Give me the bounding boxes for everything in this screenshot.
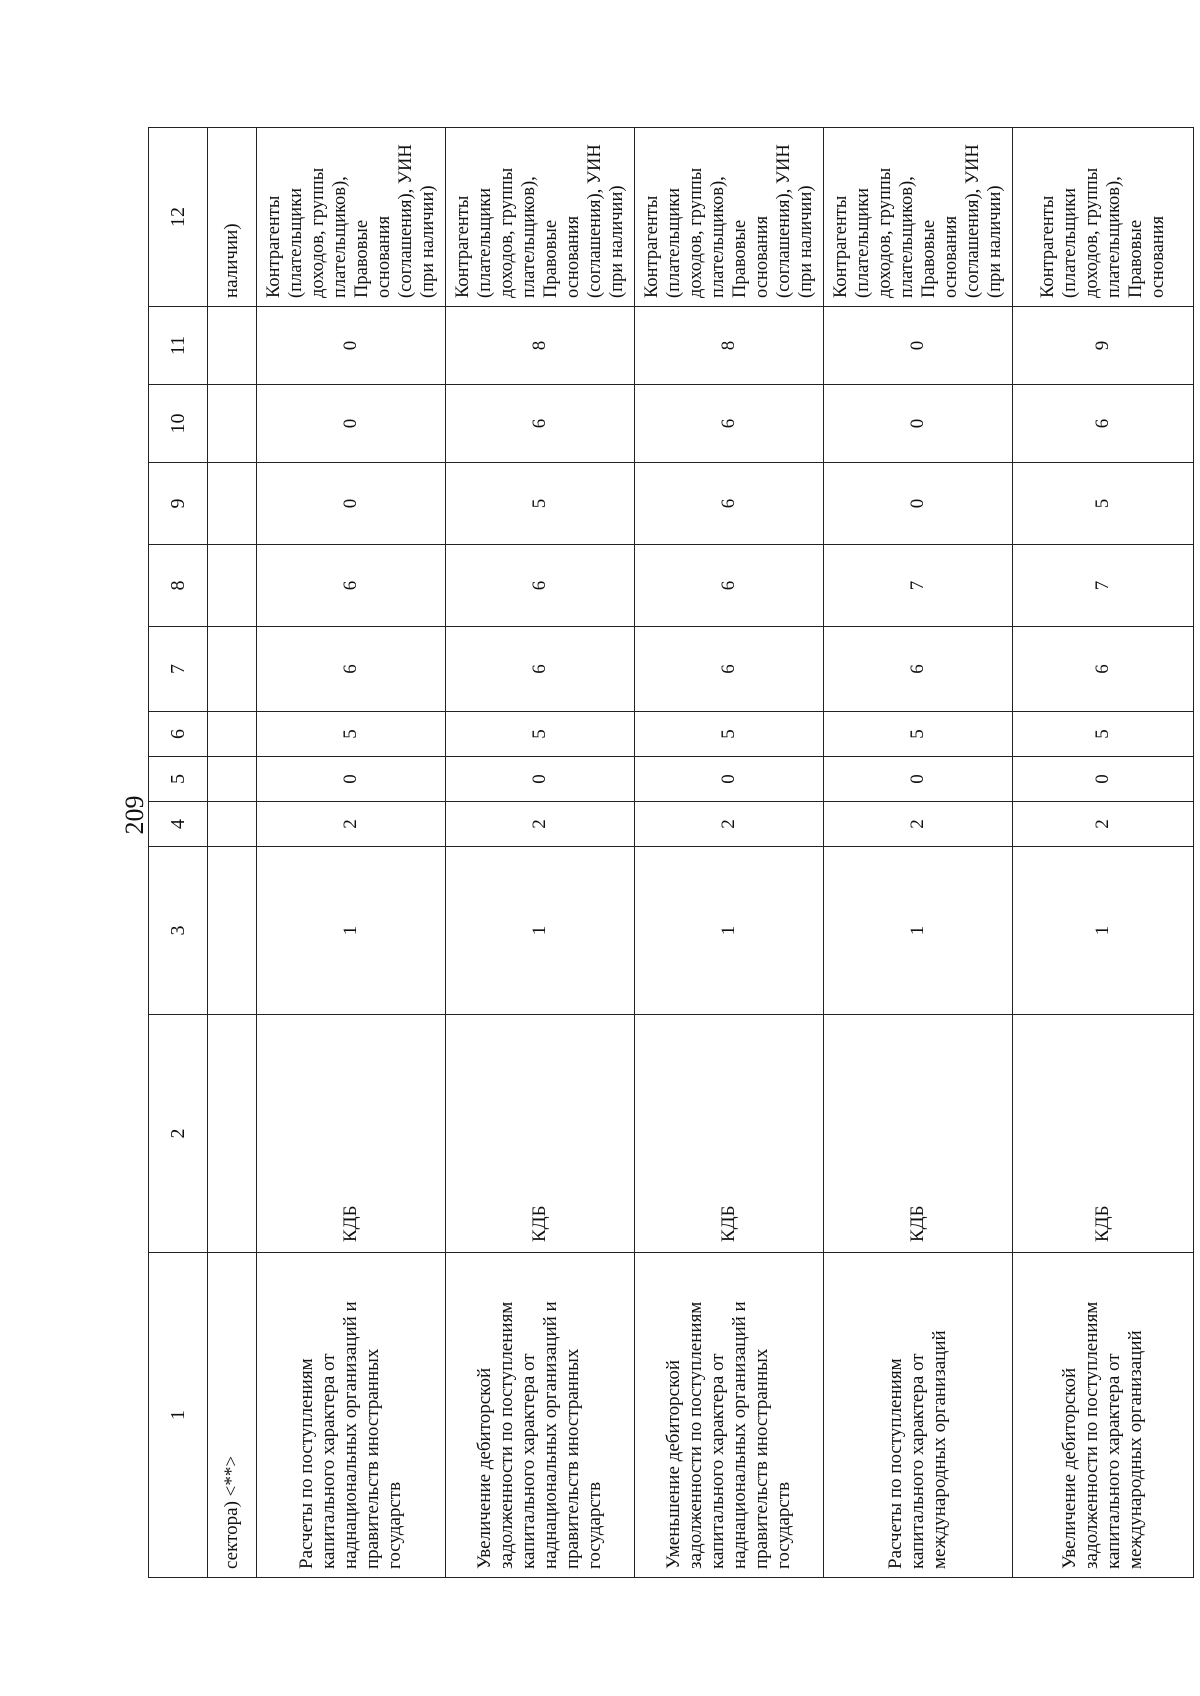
row-counterparties-cell: Контрагенты (плательщики доходов, группы плательщиков), Правовые основания (соглашения), УИН (при наличии) — [824, 128, 1013, 307]
col-header-11: 11 — [149, 307, 208, 385]
col-header-7: 7 — [149, 627, 208, 712]
row-code-cell: 6 — [635, 545, 824, 627]
row-code-cell: 0 — [824, 307, 1013, 385]
col-header-2: 2 — [149, 1015, 208, 1253]
row-kdb-cell: КДБ — [446, 1015, 635, 1253]
row-name-cell: Увеличение дебиторской задолженности по поступлениям капитального характера от наднациональных организаций и правительств иностранных государств — [446, 1253, 635, 1578]
empty-cell — [208, 757, 257, 802]
row-code-cell: 8 — [635, 307, 824, 385]
row-name-cell: Увеличение дебиторской задолженности по поступлениям капитального характера от международных организаций — [1013, 1253, 1194, 1578]
row-code-cell: 5 — [824, 712, 1013, 757]
empty-cell — [208, 385, 257, 463]
empty-cell — [208, 463, 257, 545]
col-header-8: 8 — [149, 545, 208, 627]
row-code-cell: 6 — [635, 627, 824, 712]
col-header-12: 12 — [149, 128, 208, 307]
row-name-cell: Уменьшение дебиторской задолженности по поступлениям капитального характера от наднациональных организаций и правительств иностранных государств — [635, 1253, 824, 1578]
col-header-1: 1 — [149, 1253, 208, 1578]
continuation-name-cell: сектора) <**> — [208, 1253, 257, 1578]
row-kdb-cell: КДБ — [824, 1015, 1013, 1253]
row-code-cell: 5 — [446, 712, 635, 757]
row-code-cell: 5 — [1013, 463, 1194, 545]
row-counterparties-cell: Контрагенты (плательщики доходов, группы плательщиков), Правовые основания (соглашения), УИН (при наличии) — [635, 128, 824, 307]
empty-cell — [208, 627, 257, 712]
col-header-10: 10 — [149, 385, 208, 463]
col-header-6: 6 — [149, 712, 208, 757]
row-code-cell: 1 — [824, 847, 1013, 1015]
empty-cell — [208, 545, 257, 627]
row-code-cell: 8 — [446, 307, 635, 385]
empty-cell — [208, 847, 257, 1015]
row-code-cell: 0 — [257, 757, 446, 802]
row-name-cell: Расчеты по поступлениям капитального характера от наднациональных организаций и правительств иностранных государств — [257, 1253, 446, 1578]
row-code-cell: 2 — [1013, 802, 1194, 847]
table-row — [257, 128, 446, 1578]
row-code-cell: 0 — [824, 385, 1013, 463]
row-code-cell: 1 — [446, 847, 635, 1015]
row-code-cell: 6 — [446, 385, 635, 463]
row-code-cell: 0 — [257, 307, 446, 385]
row-code-cell: 2 — [635, 802, 824, 847]
row-code-cell: 0 — [257, 385, 446, 463]
row-name-cell: Расчеты по поступлениям капитального характера от международных организаций — [824, 1253, 1013, 1578]
row-code-cell: 0 — [446, 757, 635, 802]
row-kdb-cell: КДБ — [635, 1015, 824, 1253]
row-code-cell: 6 — [635, 385, 824, 463]
account-codes-table — [148, 127, 1194, 1578]
row-code-cell: 2 — [824, 802, 1013, 847]
row-code-cell: 7 — [1013, 545, 1194, 627]
continuation-counterparties-cell: наличии) — [208, 128, 257, 307]
row-kdb-cell: КДБ — [257, 1015, 446, 1253]
table-row — [446, 128, 635, 1578]
col-header-9: 9 — [149, 463, 208, 545]
col-header-4: 4 — [149, 802, 208, 847]
row-code-cell: 5 — [446, 463, 635, 545]
continuation-row — [208, 128, 257, 1578]
document-table-rotated — [148, 128, 1168, 1578]
row-code-cell: 2 — [446, 802, 635, 847]
header-row — [149, 128, 208, 1578]
empty-cell — [208, 1015, 257, 1253]
row-counterparties-cell: Контрагенты (плательщики доходов, группы плательщиков), Правовые основания (соглашения), УИН (при наличии) — [257, 128, 446, 307]
row-code-cell: 0 — [635, 757, 824, 802]
row-code-cell: 5 — [635, 712, 824, 757]
row-code-cell: 0 — [824, 463, 1013, 545]
row-code-cell: 7 — [824, 545, 1013, 627]
empty-cell — [208, 802, 257, 847]
row-code-cell: 6 — [824, 627, 1013, 712]
row-code-cell: 9 — [1013, 307, 1194, 385]
row-code-cell: 6 — [1013, 627, 1194, 712]
row-code-cell: 5 — [1013, 712, 1194, 757]
page-number: 209 — [120, 795, 149, 835]
row-code-cell: 1 — [1013, 847, 1194, 1015]
row-code-cell: 6 — [1013, 385, 1194, 463]
row-kdb-cell: КДБ — [1013, 1015, 1194, 1253]
row-counterparties-cell: Контрагенты (плательщики доходов, группы плательщиков), Правовые основания (соглашения), УИН (при наличии) — [446, 128, 635, 307]
row-code-cell: 6 — [446, 627, 635, 712]
row-code-cell: 0 — [257, 463, 446, 545]
row-code-cell: 6 — [257, 545, 446, 627]
row-code-cell: 2 — [257, 802, 446, 847]
row-code-cell: 6 — [257, 627, 446, 712]
row-code-cell: 0 — [824, 757, 1013, 802]
col-header-3: 3 — [149, 847, 208, 1015]
empty-cell — [208, 712, 257, 757]
table-row — [824, 128, 1013, 1578]
row-code-cell: 1 — [635, 847, 824, 1015]
row-counterparties-cell: Контрагенты (плательщики доходов, группы плательщиков), Правовые основания — [1013, 128, 1194, 307]
table-row — [1013, 128, 1194, 1578]
row-code-cell: 1 — [257, 847, 446, 1015]
col-header-5: 5 — [149, 757, 208, 802]
row-code-cell: 5 — [257, 712, 446, 757]
row-code-cell: 0 — [1013, 757, 1194, 802]
table-row — [635, 128, 824, 1578]
row-code-cell: 6 — [446, 545, 635, 627]
row-code-cell: 6 — [635, 463, 824, 545]
empty-cell — [208, 307, 257, 385]
